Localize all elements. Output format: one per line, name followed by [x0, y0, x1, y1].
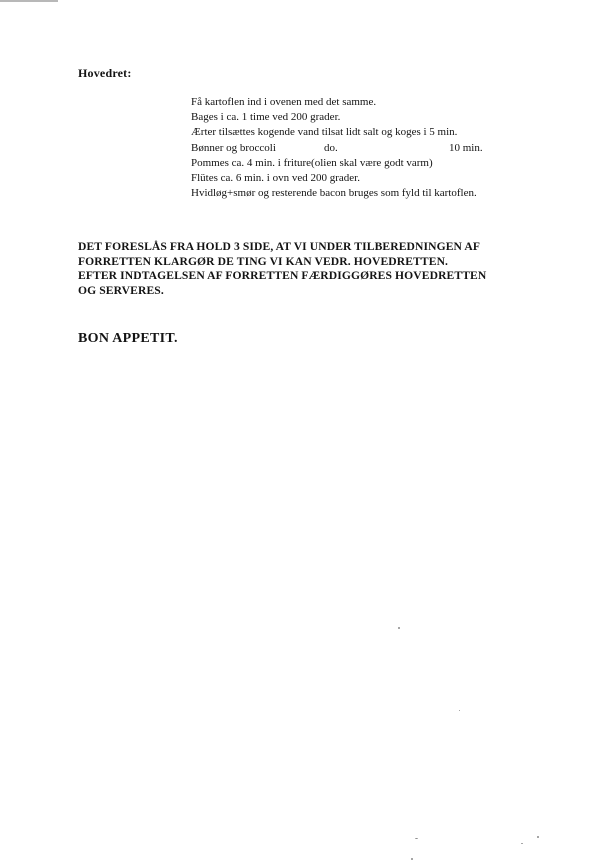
- note-line: DET FORESLÅS FRA HOLD 3 SIDE, AT VI UNDER TILBEREDNINGEN AF: [78, 240, 481, 253]
- scan-speck: [521, 843, 523, 844]
- section-heading: Hovedret:: [78, 66, 132, 80]
- recipe-step: Hvidløg+smør og resterende bacon bruges som fyld til kartoflen.: [191, 187, 477, 200]
- recipe-step: Pommes ca. 4 min. i friture(olien skal være godt varm): [191, 156, 433, 169]
- note-line: FORRETTEN KLARGØR DE TING VI KAN VEDR. HOVEDRETTEN.: [78, 254, 449, 268]
- recipe-steps: [191, 95, 581, 201]
- recipe-step: Bages i ca. 1 time ved 200 grader.: [191, 111, 341, 124]
- scan-speck: [398, 627, 400, 629]
- note-line: OG SERVERES.: [78, 283, 164, 297]
- scan-speck: [411, 858, 413, 860]
- scan-edge-mark: [0, 0, 58, 2]
- closing-line: BON APPETIT.: [78, 331, 178, 346]
- recipe-step: Få kartoflen ind i ovenen med det samme.: [191, 96, 377, 108]
- recipe-step: Ærter tilsættes kogende vand tilsat lidt salt og koges i 5 min.: [191, 126, 458, 139]
- recipe-step-tabular: [191, 141, 581, 156]
- scan-speck: [537, 836, 539, 838]
- recipe-step: Flütes ca. 6 min. i ovn ved 200 grader.: [191, 171, 360, 184]
- scan-speck: [415, 838, 418, 839]
- preparation-note: [78, 240, 578, 298]
- step-item: Bønner og broccoli: [191, 141, 276, 154]
- step-ditto: do.: [324, 141, 338, 154]
- note-line: EFTER INDTAGELSEN AF FORRETTEN FÆRDIGGØRES HOVEDRETTEN: [78, 269, 487, 283]
- scan-speck: [459, 710, 460, 711]
- step-time: 10 min.: [449, 141, 483, 154]
